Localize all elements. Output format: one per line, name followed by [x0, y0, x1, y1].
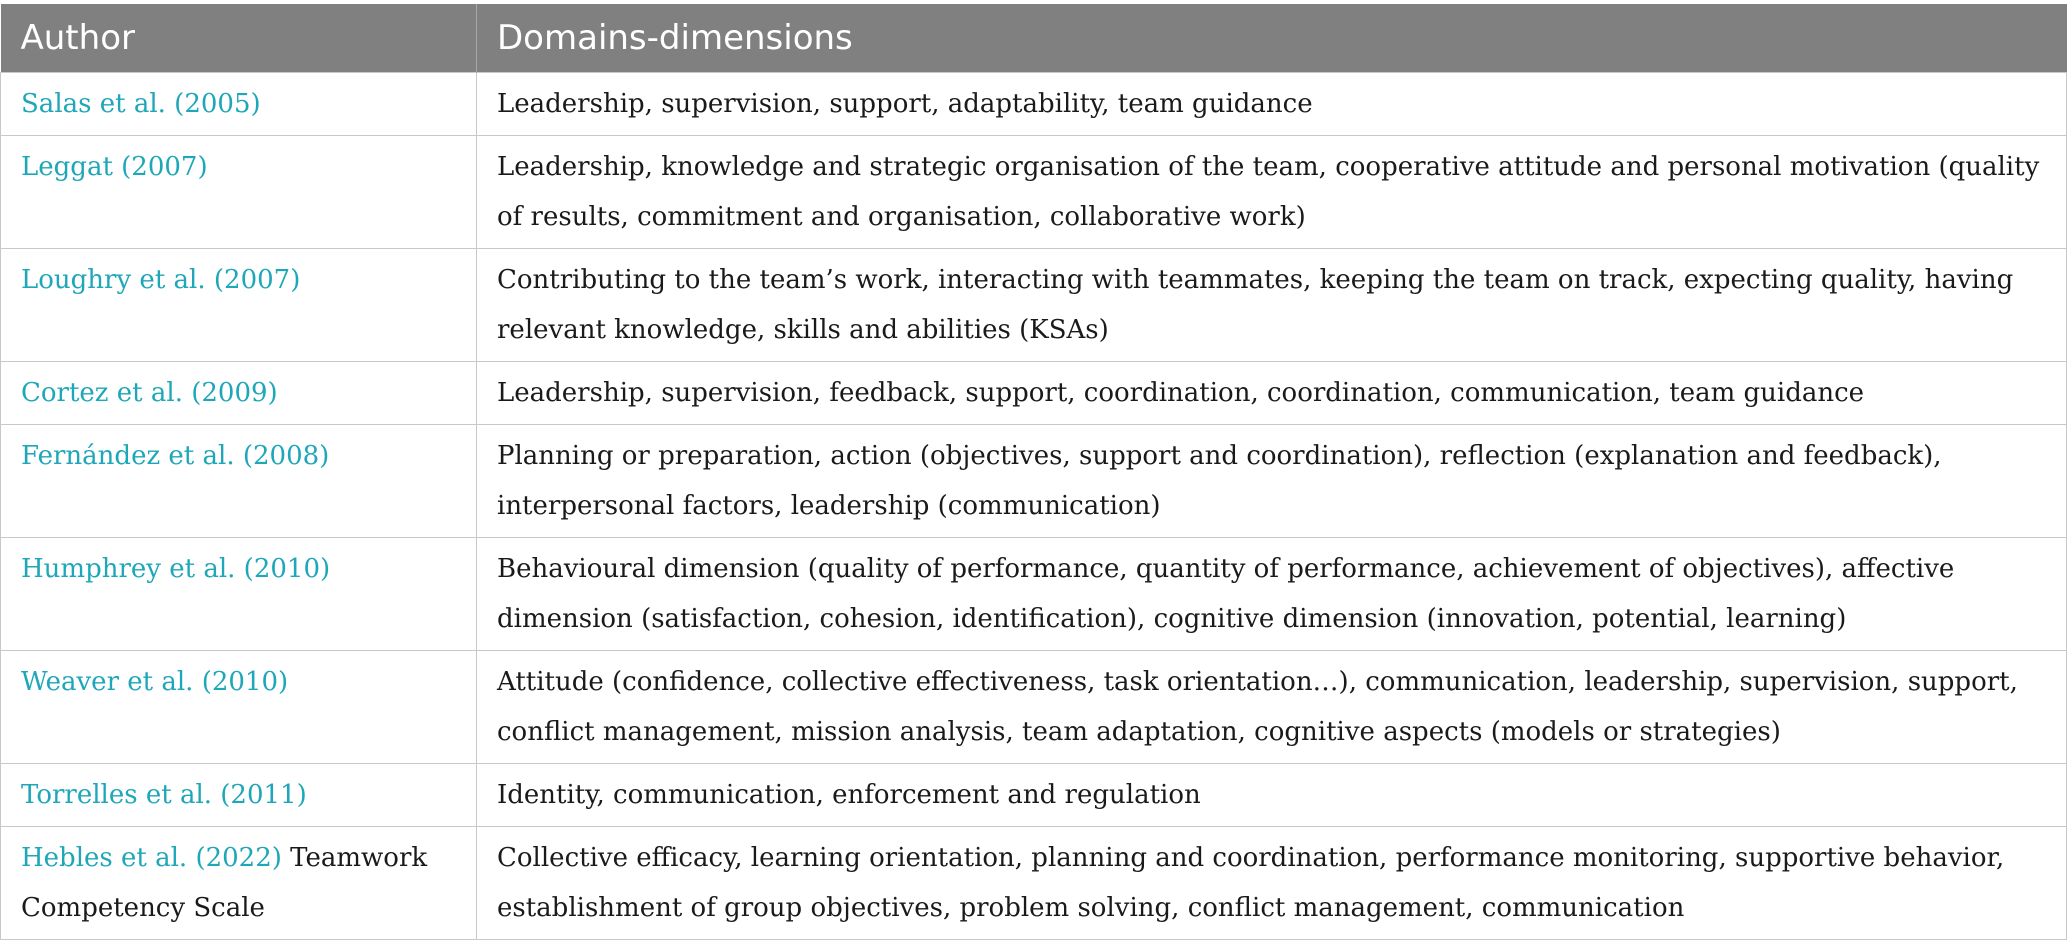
domains-cell: Leadership, supervision, feedback, support, coordination, coordination, communication, team guidance [477, 362, 2067, 425]
author-citation-link[interactable]: Fernández et al. (2008) [21, 441, 330, 471]
table-row [1, 425, 2067, 538]
domains-table [0, 4, 2067, 940]
author-citation-link[interactable]: Weaver et al. (2010) [21, 667, 289, 697]
author-cell [1, 136, 477, 249]
domains-cell: Attitude (confidence, collective effectiveness, task orientation…), communication, leadership, supervision, support, conflict management, mission analysis, team adaptation, cognitive aspects (models or strategies) [477, 651, 2067, 764]
header-row [1, 4, 2067, 73]
domains-cell: Behavioural dimension (quality of performance, quantity of performance, achievement of objectives), affective dimension (satisfaction, cohesion, identification), cognitive dimension (innovation, potential, learning) [477, 538, 2067, 651]
author-cell [1, 249, 477, 362]
table-row [1, 651, 2067, 764]
table-body [1, 73, 2067, 940]
author-citation-link[interactable]: Leggat (2007) [21, 152, 208, 182]
table-row [1, 136, 2067, 249]
author-citation-link[interactable]: Cortez et al. (2009) [21, 378, 278, 408]
author-citation-link[interactable]: Torrelles et al. (2011) [21, 780, 307, 810]
author-cell [1, 651, 477, 764]
author-cell [1, 425, 477, 538]
table-row [1, 362, 2067, 425]
author-cell [1, 73, 477, 136]
table-row [1, 73, 2067, 136]
author-citation-link[interactable]: Hebles et al. (2022) [21, 843, 282, 873]
author-extra: Teamwork Competency Scale [21, 843, 428, 923]
table-row [1, 827, 2067, 940]
author-cell [1, 362, 477, 425]
domains-cell: Planning or preparation, action (objectives, support and coordination), reflection (explanation and feedback), interpersonal factors, leadership (communication) [477, 425, 2067, 538]
domains-cell: Contributing to the team’s work, interacting with teammates, keeping the team on track, expecting quality, having relevant knowledge, skills and abilities (KSAs) [477, 249, 2067, 362]
author-citation-link[interactable]: Humphrey et al. (2010) [21, 554, 331, 584]
author-cell [1, 827, 477, 940]
domains-cell: Identity, communication, enforcement and regulation [477, 764, 2067, 827]
author-column-header: Author [1, 4, 477, 73]
domains-cell: Leadership, supervision, support, adaptability, team guidance [477, 73, 2067, 136]
author-citation-link[interactable]: Loughry et al. (2007) [21, 265, 301, 295]
author-citation-link[interactable]: Salas et al. (2005) [21, 89, 261, 119]
domains-cell: Leadership, knowledge and strategic organisation of the team, cooperative attitude and personal motivation (quality of results, commitment and organisation, collaborative work) [477, 136, 2067, 249]
domains-column-header: Domains-dimensions [477, 4, 2067, 73]
table-row [1, 764, 2067, 827]
table-row [1, 249, 2067, 362]
table-header [1, 4, 2067, 73]
author-cell [1, 764, 477, 827]
domains-cell: Collective efficacy, learning orientation, planning and coordination, performance monitoring, supportive behavior, establishment of group objectives, problem solving, conflict management, communication [477, 827, 2067, 940]
author-cell [1, 538, 477, 651]
table-row [1, 538, 2067, 651]
